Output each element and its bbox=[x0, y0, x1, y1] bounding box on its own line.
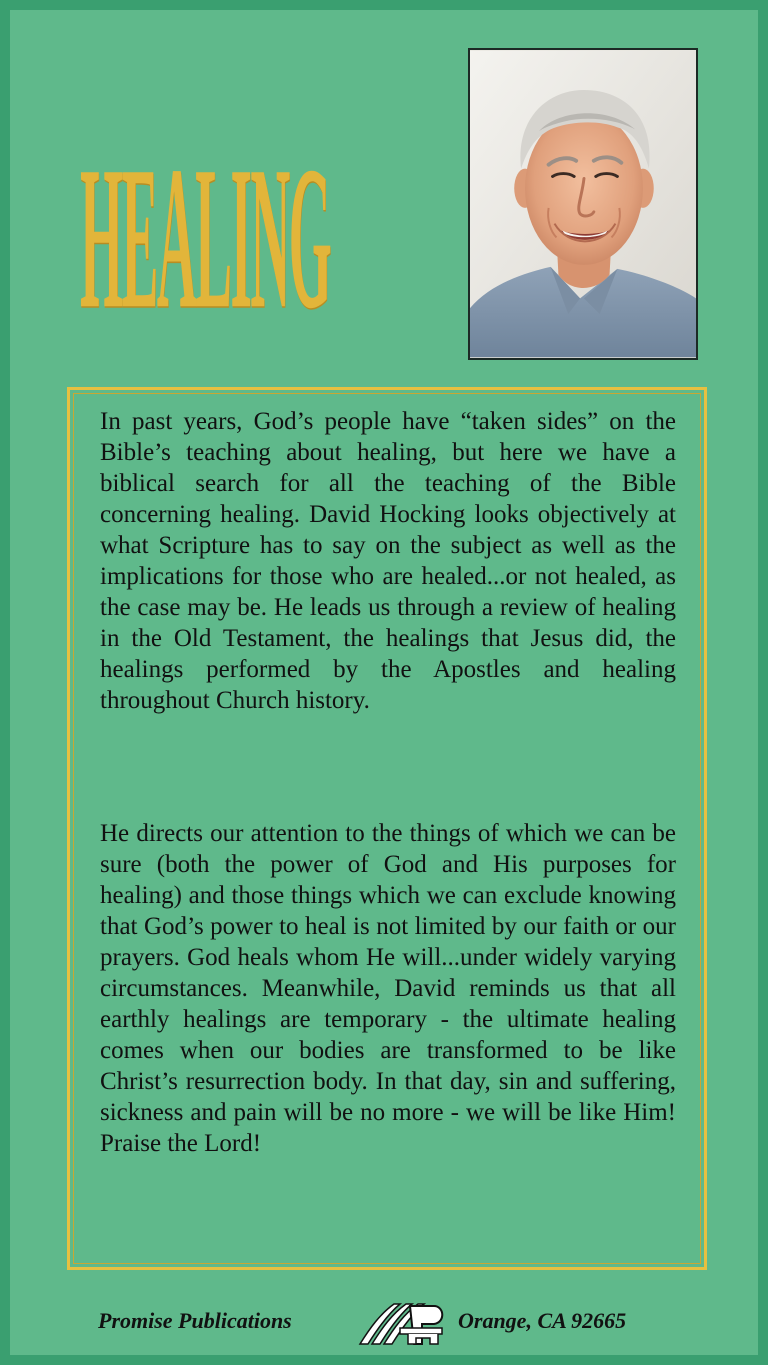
publisher-logo-icon bbox=[350, 1298, 450, 1348]
publisher-name: Promise Publications bbox=[98, 1308, 292, 1333]
author-photo bbox=[468, 48, 698, 360]
author-portrait-image bbox=[470, 50, 696, 358]
description-paragraph-2: He directs our attention to the things of which we can be sure (both the power of God and His purposes for healing) and those things which we can exclude knowing that God’s power to heal is not limited by our faith or our prayers. God heals whom He will...under widely varying circumstances. Meanwhile, David reminds us that all earthly healings are temporary - the ultimate healing comes when our bodies are transformed to be like Christ’s resurrection body. In that day, sin and suffering, sickness and pain will be no more - we will be like Him! Praise the Lord! bbox=[100, 820, 676, 1157]
footer bbox=[10, 1298, 758, 1348]
cover-title: HEALING bbox=[80, 123, 331, 352]
description-box bbox=[67, 387, 707, 1270]
publisher-location: Orange, CA 92665 bbox=[458, 1308, 627, 1333]
description-paragraph-1: In past years, God’s people have “taken sides” on the Bible’s teaching about healing, but here we have a biblical search for all the teaching of the Bible concerning healing. David Hocking looks objectively at what Scripture has to say on the subject as well as the implications for those who are healed...or not healed, as the case may be. He leads us through a review of healing in the Old Testament, the healings that Jesus did, the healings performed by the Apostles and healing throughout Church history. bbox=[100, 408, 676, 714]
